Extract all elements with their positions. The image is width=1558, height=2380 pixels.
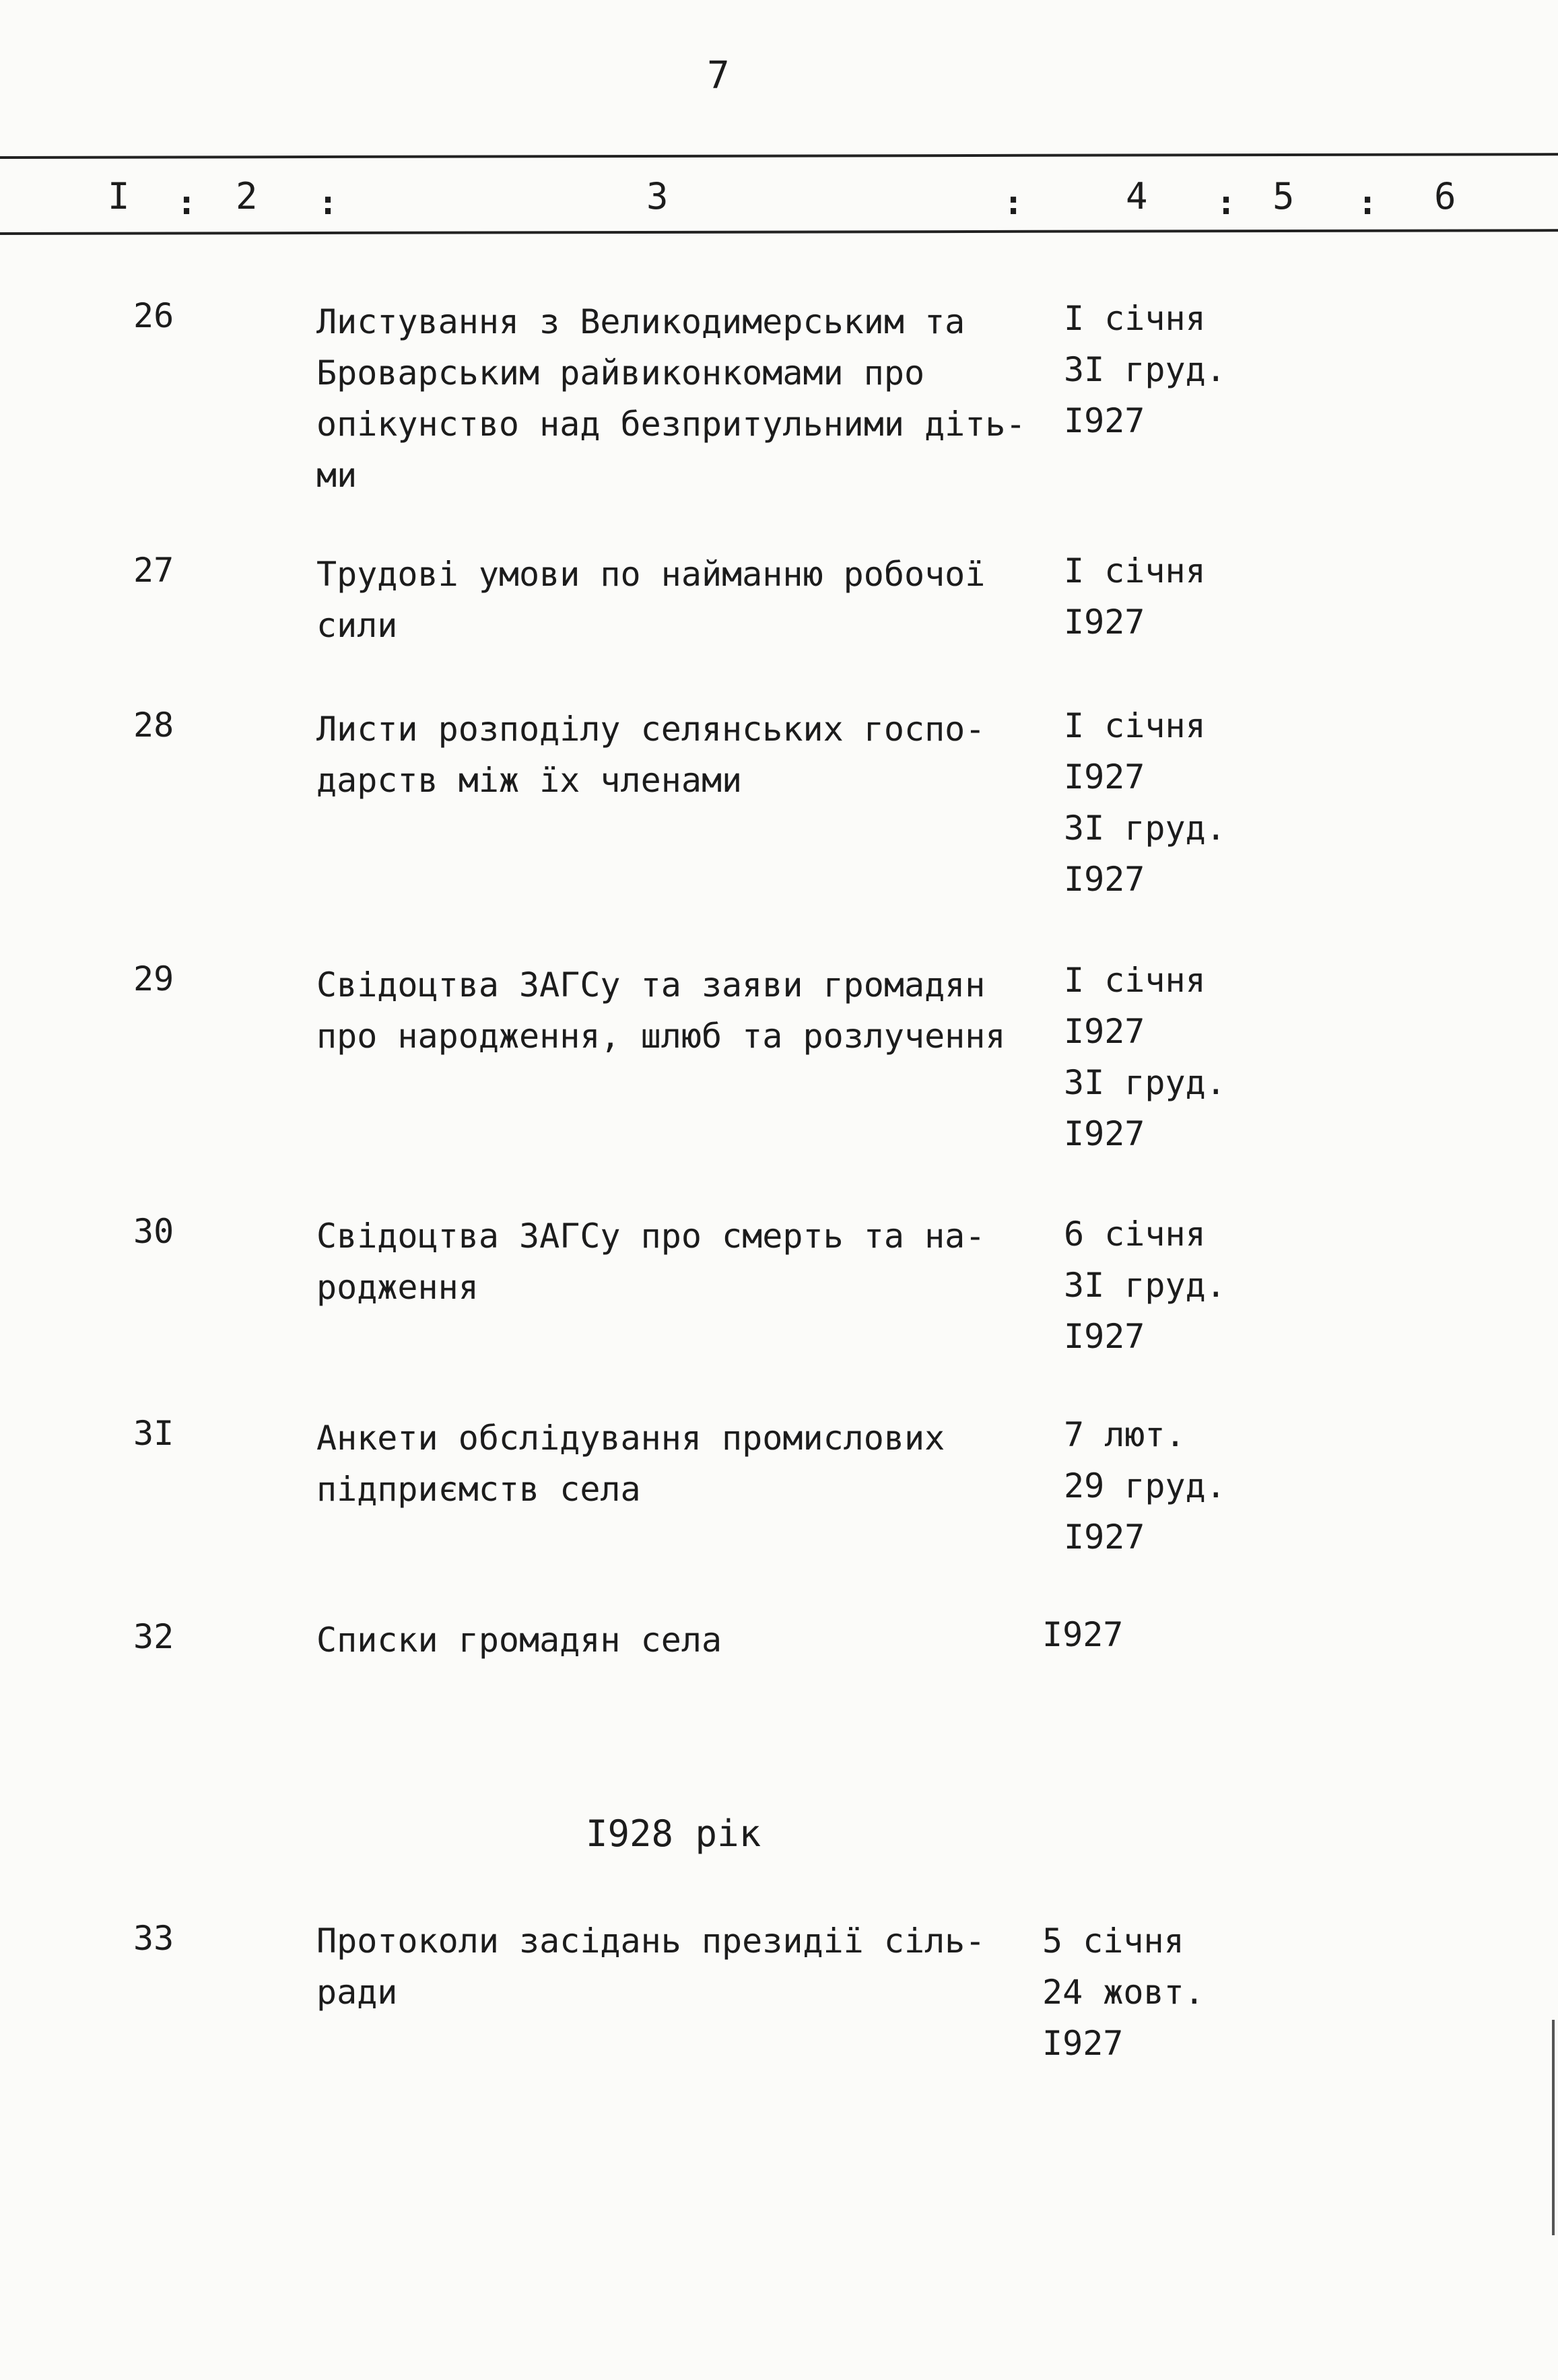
header-bottom-rule: [0, 229, 1558, 235]
column-header-4: 4: [1126, 175, 1148, 217]
row-number: 32: [133, 1617, 174, 1656]
row-title: [316, 1915, 1057, 2018]
date-line: I927: [1064, 1114, 1145, 1153]
title-line: Свідоцтва ЗАГСу та заяви громадян: [316, 965, 986, 1005]
title-line: сили: [316, 606, 398, 645]
column-separator: :: [1003, 183, 1024, 222]
row-title: [316, 1211, 1057, 1313]
column-separator: :: [318, 183, 339, 222]
column-header-6: 6: [1434, 175, 1456, 217]
column-header-1: I: [108, 175, 130, 217]
date-line: 3I груд.: [1064, 1063, 1226, 1102]
title-line: ради: [316, 1973, 398, 2012]
row-title: [316, 959, 1057, 1062]
date-line: 3I груд.: [1064, 809, 1226, 848]
row-dates: [1064, 293, 1226, 446]
date-line: 6 січня: [1064, 1215, 1206, 1254]
column-separator: :: [1216, 183, 1237, 222]
title-line: Списки громадян села: [316, 1621, 722, 1660]
date-line: 3I груд.: [1064, 1266, 1226, 1305]
title-line: Протоколи засідань президії сіль-: [316, 1922, 986, 1961]
title-line: ми: [316, 456, 358, 495]
row-number: 33: [133, 1919, 174, 1958]
row-number: 28: [133, 706, 174, 745]
row-dates: [1042, 1915, 1205, 2069]
date-line: I січня: [1064, 706, 1206, 745]
date-line: I927: [1064, 860, 1145, 899]
date-line: 3I груд.: [1064, 350, 1226, 389]
header-top-rule: [0, 153, 1558, 159]
date-line: I927: [1064, 757, 1145, 796]
row-dates: [1064, 700, 1226, 905]
row-number: 27: [133, 551, 174, 590]
date-line: I927: [1042, 1615, 1124, 1654]
title-line: Броварським райвиконкомами про: [316, 353, 925, 393]
column-separator: :: [1357, 183, 1378, 222]
row-dates: [1064, 1209, 1226, 1362]
row-title: [316, 549, 1057, 651]
page-number: 7: [707, 54, 730, 98]
title-line: дарств між їх членами: [316, 761, 743, 800]
title-line: Трудові умови по найманню робочої: [316, 555, 986, 594]
row-dates: [1042, 1609, 1123, 1660]
column-header-3: 3: [646, 175, 669, 217]
row-title: [316, 296, 1057, 501]
column-separator: :: [176, 183, 197, 222]
date-line: I січня: [1064, 299, 1206, 338]
date-line: I927: [1064, 1012, 1145, 1051]
date-line: I січня: [1064, 961, 1206, 1000]
title-line: Свідоцтва ЗАГСу про смерть та на-: [316, 1217, 986, 1256]
row-dates: [1064, 545, 1206, 648]
row-dates: [1064, 955, 1226, 1159]
date-line: 29 груд.: [1064, 1466, 1226, 1505]
date-line: I927: [1064, 1518, 1145, 1557]
date-line: 24 жовт.: [1042, 1973, 1205, 2012]
date-line: 7 лют.: [1064, 1415, 1186, 1454]
year-heading: I928 рік: [586, 1812, 761, 1855]
row-number: 29: [133, 959, 174, 998]
row-number: 30: [133, 1212, 174, 1251]
row-title: [316, 1614, 1057, 1666]
row-title: [316, 704, 1057, 806]
date-line: I січня: [1064, 551, 1206, 590]
column-header-5: 5: [1273, 175, 1295, 217]
title-line: Листування з Великодимерським та: [316, 302, 966, 341]
row-number: 3I: [133, 1414, 174, 1453]
row-number: 26: [133, 296, 174, 335]
title-line: підприємств села: [316, 1470, 641, 1509]
date-line: I927: [1064, 401, 1145, 440]
date-line: I927: [1064, 603, 1145, 642]
column-header-2: 2: [236, 175, 258, 217]
row-title: [316, 1413, 1057, 1515]
date-line: I927: [1064, 1317, 1145, 1356]
date-line: I927: [1042, 2024, 1124, 2063]
date-line: 5 січня: [1042, 1922, 1184, 1961]
row-dates: [1064, 1409, 1226, 1563]
title-line: родження: [316, 1268, 479, 1307]
title-line: опікунство над безпритульними діть-: [316, 405, 1026, 444]
scan-edge-mark: [1552, 2020, 1555, 2235]
title-line: про народження, шлюб та розлучення: [316, 1017, 1006, 1056]
title-line: Листи розподілу селянських госпо-: [316, 710, 986, 749]
title-line: Анкети обслідування промислових: [316, 1419, 945, 1458]
